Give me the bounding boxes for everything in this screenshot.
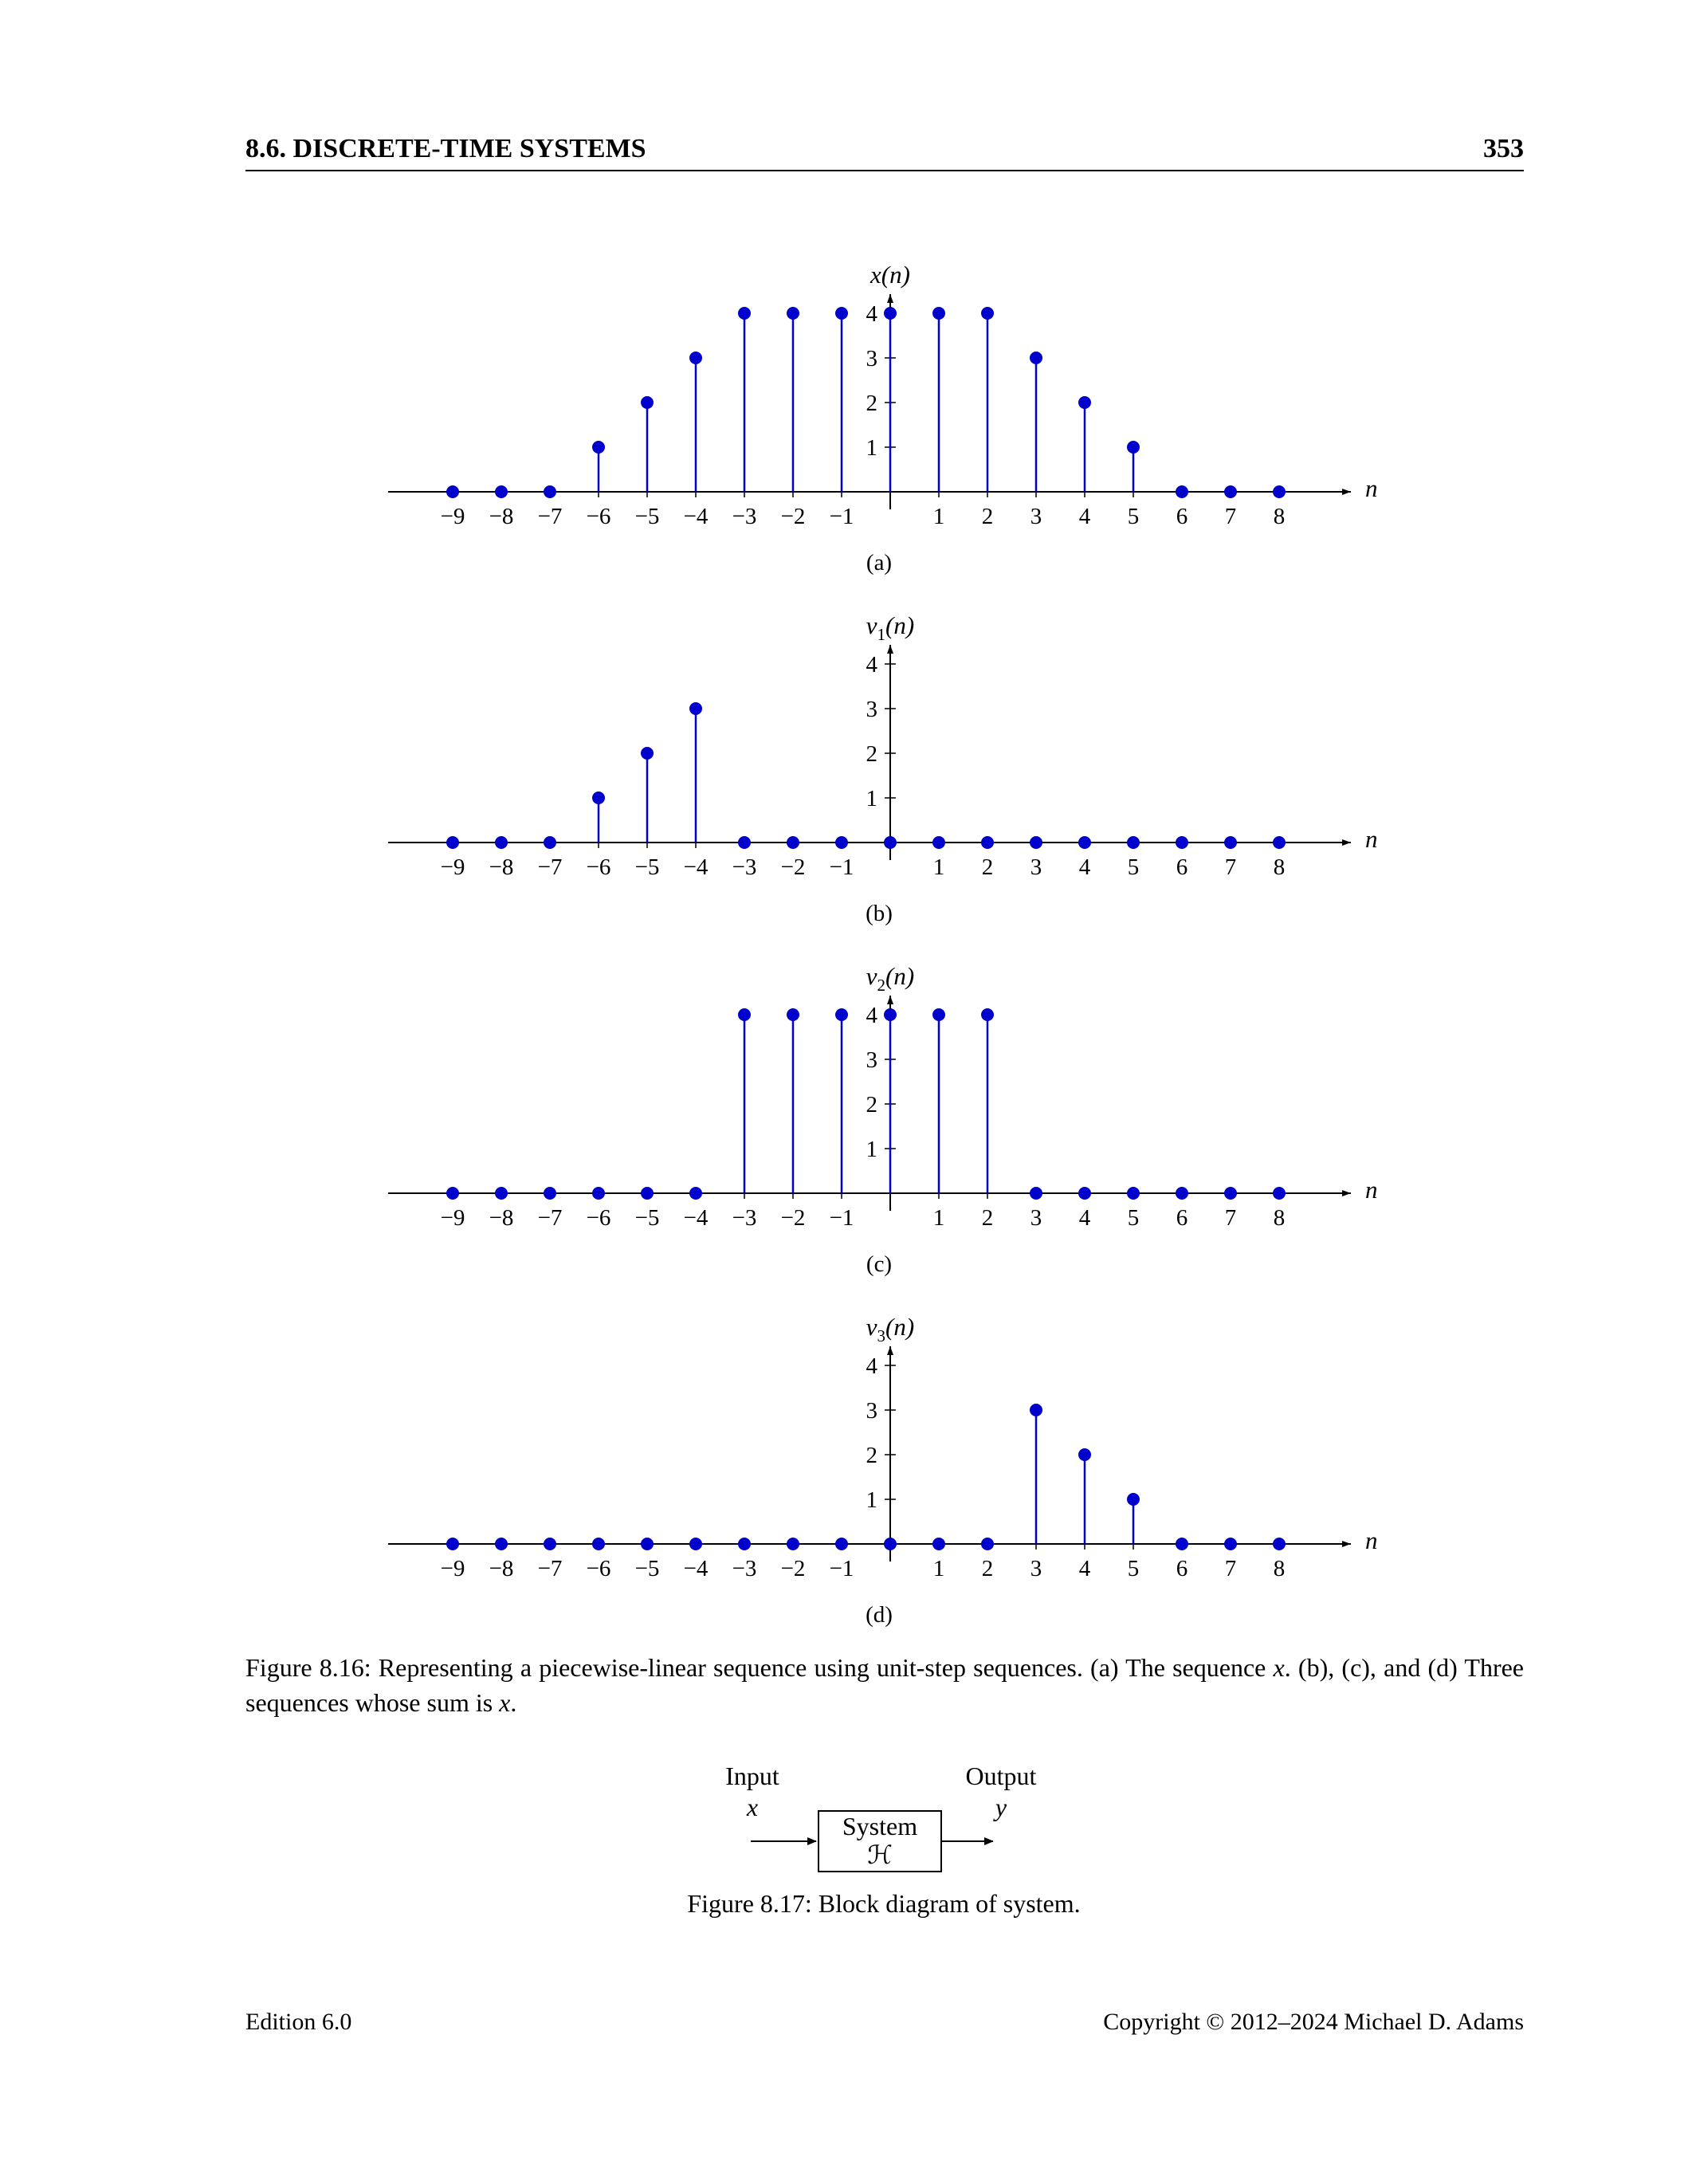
x-tick-label: 5: [1127, 1556, 1140, 1581]
x-tick-label: −4: [683, 854, 709, 880]
y-label-arg: (n): [885, 611, 915, 639]
x-tick-label: −4: [683, 1556, 709, 1581]
y-label-arg: (n): [885, 962, 915, 990]
subfigure-label: (b): [866, 901, 893, 926]
footer-edition: Edition 6.0: [245, 2009, 352, 2035]
x-tick-label: 3: [1030, 854, 1042, 880]
x-tick-label: −5: [634, 1205, 660, 1231]
y-tick-label: 1: [866, 1137, 877, 1162]
running-header-section: 8.6. DISCRETE-TIME SYSTEMS: [245, 134, 646, 163]
x-tick-label: −1: [829, 504, 854, 529]
subfigure-label: (a): [866, 550, 893, 575]
x-tick-label: 3: [1030, 1205, 1042, 1231]
y-tick-label: 4: [866, 1353, 877, 1379]
y-tick-label: 3: [866, 1047, 877, 1073]
x-tick-label: −6: [586, 1556, 611, 1581]
x-tick-label: −9: [440, 504, 465, 529]
x-tick-label: 6: [1176, 1205, 1188, 1231]
x-tick-label: −9: [440, 1556, 465, 1581]
y-tick-label: 2: [866, 1443, 877, 1468]
x-tick-label: −2: [780, 504, 806, 529]
y-tick-label: 2: [866, 391, 877, 416]
system-symbol: ℋ: [867, 1840, 893, 1869]
x-tick-label: −4: [683, 504, 709, 529]
y-tick-label: 2: [866, 741, 877, 767]
y-tick-label: 4: [866, 1003, 877, 1028]
x-tick-label: −6: [586, 854, 611, 880]
x-tick-label: 1: [932, 1205, 945, 1231]
x-tick-label: −2: [780, 1205, 806, 1231]
x-tick-label: 2: [981, 854, 994, 880]
x-tick-label: 7: [1224, 854, 1237, 880]
x-tick-label: −7: [537, 1205, 563, 1231]
x-tick-label: −7: [537, 504, 563, 529]
x-tick-label: −3: [732, 1556, 757, 1581]
y-tick-label: 4: [866, 652, 877, 678]
x-tick-label: −3: [732, 504, 757, 529]
x-tick-label: −5: [634, 854, 660, 880]
x-axis-label: n: [1365, 1176, 1378, 1204]
x-axis-label: n: [1365, 1526, 1378, 1554]
x-tick-label: 6: [1176, 1556, 1188, 1581]
x-tick-label: 7: [1224, 504, 1237, 529]
x-tick-label: −4: [683, 1205, 709, 1231]
output-variable: y: [995, 1793, 1007, 1821]
y-label-var: x: [870, 261, 881, 289]
x-tick-label: 2: [981, 1205, 994, 1231]
x-tick-label: 5: [1127, 504, 1140, 529]
x-tick-label: 1: [932, 854, 945, 880]
y-label-subscript: 2: [877, 976, 886, 995]
x-tick-label: −5: [634, 1556, 660, 1581]
subfigure-label: (c): [866, 1251, 893, 1277]
figure-8-16-caption: Figure 8.16: Representing a piecewise-linear sequence using unit-step sequences. (a) The sequence x. (b), (c), and (d) Three sequences whose sum is x.: [245, 1653, 1525, 1717]
x-tick-label: −1: [829, 1205, 854, 1231]
x-tick-label: −3: [732, 1205, 757, 1231]
x-tick-label: −8: [489, 504, 514, 529]
x-tick-label: −1: [829, 854, 854, 880]
x-tick-label: 2: [981, 1556, 994, 1581]
y-label-var: v: [866, 611, 877, 639]
y-tick-label: 1: [866, 786, 877, 811]
x-tick-label: −2: [780, 1556, 806, 1581]
input-label: Input: [725, 1762, 779, 1790]
x-axis-label: n: [1365, 474, 1378, 502]
x-tick-label: 6: [1176, 854, 1188, 880]
x-tick-label: 7: [1224, 1556, 1237, 1581]
input-variable: x: [746, 1793, 759, 1821]
x-tick-label: −2: [780, 854, 806, 880]
system-label: System: [842, 1812, 918, 1840]
output-label: Output: [965, 1762, 1037, 1790]
x-tick-label: 5: [1127, 1205, 1140, 1231]
x-tick-label: 1: [932, 504, 945, 529]
page-number: 353: [1483, 134, 1524, 163]
x-tick-label: 8: [1273, 504, 1286, 529]
x-tick-label: 4: [1078, 1205, 1091, 1231]
x-tick-label: −1: [829, 1556, 854, 1581]
footer-copyright: Copyright © 2012–2024 Michael D. Adams: [1103, 2009, 1524, 2035]
x-tick-label: 8: [1273, 1205, 1286, 1231]
x-tick-label: −7: [537, 1556, 563, 1581]
x-tick-label: 8: [1273, 854, 1286, 880]
x-tick-label: −8: [489, 1205, 514, 1231]
x-tick-label: −9: [440, 854, 465, 880]
x-tick-label: −8: [489, 854, 514, 880]
y-tick-label: 1: [866, 1487, 877, 1513]
x-tick-label: 7: [1224, 1205, 1237, 1231]
figure-8-17-caption: Figure 8.17: Block diagram of system.: [687, 1889, 1081, 1918]
x-tick-label: −8: [489, 1556, 514, 1581]
y-label-arg: (n): [881, 261, 910, 289]
y-tick-label: 3: [866, 1398, 877, 1424]
y-label-var: v: [866, 962, 877, 990]
x-tick-label: 4: [1078, 504, 1091, 529]
x-tick-label: 3: [1030, 1556, 1042, 1581]
x-tick-label: 4: [1078, 854, 1091, 880]
x-tick-label: −5: [634, 504, 660, 529]
x-tick-label: 4: [1078, 1556, 1091, 1581]
y-tick-label: 2: [866, 1092, 877, 1118]
x-tick-label: −7: [537, 854, 563, 880]
y-tick-label: 3: [866, 697, 877, 722]
x-tick-label: 2: [981, 504, 994, 529]
y-tick-label: 1: [866, 435, 877, 461]
y-tick-label: 4: [866, 301, 877, 327]
x-tick-label: −9: [440, 1205, 465, 1231]
x-tick-label: 5: [1127, 854, 1140, 880]
x-tick-label: 1: [932, 1556, 945, 1581]
x-tick-label: −3: [732, 854, 757, 880]
y-label-var: v: [866, 1313, 877, 1341]
x-tick-label: 6: [1176, 504, 1188, 529]
x-tick-label: 3: [1030, 504, 1042, 529]
subfigure-label: (d): [866, 1602, 893, 1628]
x-tick-label: 8: [1273, 1556, 1286, 1581]
x-tick-label: −6: [586, 504, 611, 529]
y-label-subscript: 3: [877, 1326, 886, 1345]
x-axis-label: n: [1365, 825, 1378, 853]
y-label-subscript: 1: [877, 625, 886, 644]
y-label-arg: (n): [885, 1313, 915, 1341]
y-tick-label: 3: [866, 346, 877, 371]
x-tick-label: −6: [586, 1205, 611, 1231]
